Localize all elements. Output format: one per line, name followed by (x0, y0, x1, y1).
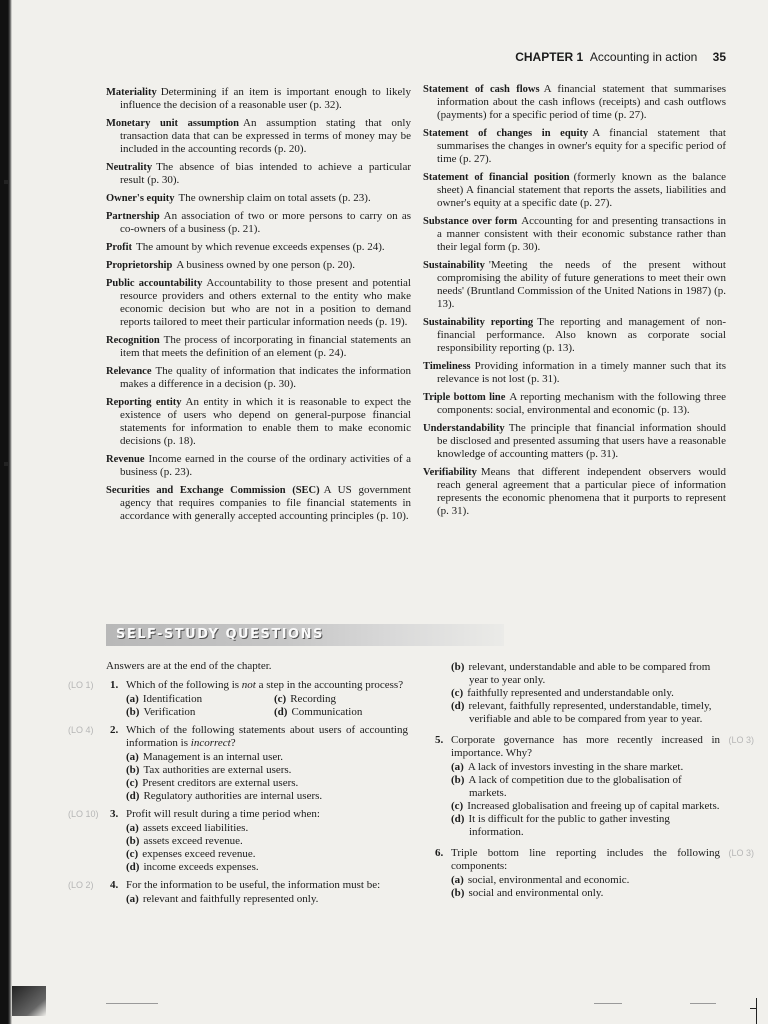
answer-options (451, 761, 720, 839)
questions-intro: Answers are at the end of the chapter. (106, 660, 272, 672)
question-number: 1. (110, 679, 119, 691)
glossary-entry (423, 422, 726, 461)
glossary-definition: An assumption stating that only transaction data that can be expressed in terms of money may be included in the accounting records (p. 20). (120, 117, 411, 155)
question-text-part: Which of the following is (126, 679, 242, 691)
option-label: (c) (451, 687, 464, 699)
glossary-entry (423, 171, 726, 210)
glossary-term: Owner's equity (106, 193, 175, 204)
question-emphasis: not (241, 679, 256, 691)
glossary-definition: A financial statement that summarises information about the cash inflows (receipts) and cash outflows (payments) for a specific period of time (p. 27). (437, 83, 726, 121)
chapter-title: Accounting in action (589, 50, 698, 64)
option-label: (b) (126, 764, 140, 776)
option-text: Tax authorities are external users. (143, 764, 292, 776)
option-text: social, environmental and economic. (467, 874, 630, 886)
glossary-definition: The reporting and management of non-financial performance. Also known as corporate social responsibility reporting (p. 13). (437, 316, 726, 354)
page-number: 35 (712, 50, 726, 64)
glossary-term: Sustainability (423, 260, 485, 271)
learning-objective: (LO 1) (68, 680, 94, 690)
spine-mark (4, 180, 8, 184)
option-label: (c) (451, 800, 464, 812)
glossary-definition: A business owned by one person (p. 20). (176, 259, 356, 271)
glossary-entry (106, 161, 411, 187)
option-text: income exceeds expenses. (143, 861, 259, 873)
glossary-definition: The absence of bias intended to achieve a particular result (p. 30). (120, 161, 411, 186)
glossary-term: Public accountability (106, 278, 203, 289)
option-label: (d) (126, 861, 140, 873)
answer-option (126, 790, 408, 803)
glossary-definition: A financial statement that summarises the changes in owner's equity for a specific period of time (p. 27). (437, 127, 726, 165)
question-continued (431, 661, 728, 726)
glossary-definition: The ownership claim on total assets (p. 23). (178, 192, 371, 204)
book-spine-shadow (0, 0, 12, 1024)
glossary-term: Revenue (106, 454, 145, 465)
answer-option (126, 861, 408, 874)
answer-option (126, 835, 408, 848)
glossary-definition: The quality of information that indicates the information makes a difference in a decision (p. 30). (120, 365, 411, 390)
option-label: (c) (126, 777, 139, 789)
questions-left-column (68, 660, 408, 911)
glossary-term: Securities and Exchange Commission (SEC) (106, 485, 320, 496)
option-text: relevant, faithfully represented, understandable, timely, verifiable and able to be compared from year to year. (468, 700, 712, 725)
glossary-definition: Providing information in a timely manner such that its relevance is not lost (p. 31). (437, 360, 726, 385)
question-text (126, 724, 408, 750)
option-text: Recording (290, 693, 337, 705)
answer-option (126, 693, 274, 706)
running-head (504, 50, 726, 64)
question-text-part: Which of the following statements about users of accounting information is (126, 724, 408, 749)
question (68, 808, 408, 874)
answer-option (451, 761, 720, 774)
glossary-term: Sustainability reporting (423, 317, 534, 328)
option-text: Present creditors are external users. (142, 777, 299, 789)
crop-mark (750, 1008, 756, 1009)
answer-option (451, 800, 720, 813)
question-text (126, 679, 408, 692)
option-label: (a) (126, 751, 139, 763)
glossary-term: Substance over form (423, 216, 518, 227)
option-label: (a) (126, 822, 139, 834)
glossary-term: Triple bottom line (423, 392, 506, 403)
glossary-entry (106, 117, 411, 156)
glossary-definition: A US government agency that requires companies to file financial statements in accordance with generally accepted accounting principles (p. 10). (120, 484, 411, 522)
glossary-entry (106, 192, 411, 205)
question (431, 734, 754, 839)
option-label: (b) (126, 835, 140, 847)
glossary-term: Statement of cash flows (423, 84, 540, 95)
glossary-term: Materiality (106, 87, 157, 98)
option-text: A lack of investors investing in the share market. (467, 761, 684, 773)
glossary-entry (106, 277, 411, 329)
footer-rule (594, 1003, 622, 1004)
glossary-entry (106, 396, 411, 448)
question-number: 2. (110, 724, 119, 736)
option-text: expenses exceed revenue. (142, 848, 256, 860)
chapter-label: CHAPTER 1 (515, 50, 584, 64)
answer-option (126, 764, 408, 777)
question-number: 6. (435, 847, 444, 859)
glossary-entry (106, 334, 411, 360)
glossary-term: Reporting entity (106, 397, 182, 408)
glossary-entry (106, 365, 411, 391)
question-text: Corporate governance has more recently increased in importance. Why? (451, 734, 720, 759)
glossary-definition: (formerly known as the balance sheet) A financial statement that reports the assets, liabilities and owner's equity at a specific date (p. 27). (437, 171, 727, 209)
glossary-term: Timeliness (423, 361, 471, 372)
question (431, 847, 754, 900)
option-label: (a) (126, 893, 139, 905)
question (68, 724, 408, 803)
question-text-part: a step in the accounting process? (255, 679, 404, 691)
glossary-term: Partnership (106, 211, 160, 222)
glossary-definition: A reporting mechanism with the following three components: social, environmental and economic (p. 13). (437, 391, 726, 416)
answer-option (126, 822, 408, 835)
glossary-definition: An association of two or more persons to carry on as co-owners of a business (p. 21). (120, 210, 411, 235)
glossary-term: Relevance (106, 366, 152, 377)
answer-options (126, 822, 408, 874)
glossary-entry (106, 453, 411, 479)
scan-shadow (12, 986, 46, 1016)
option-text: Increased globalisation and freeing up of capital markets. (467, 800, 720, 812)
answer-option (126, 777, 408, 790)
question-number: 4. (110, 879, 119, 891)
glossary-definition: 'Meeting the needs of the present without compromising the ability of future generations to meet their own needs' (Bruntland Commission of the United Nations in 1987) (p. 13). (437, 259, 726, 310)
glossary-term: Proprietorship (106, 260, 173, 271)
option-text: Identification (142, 693, 203, 705)
glossary-term: Recognition (106, 335, 160, 346)
option-label: (a) (451, 761, 464, 773)
glossary-definition: Income earned in the course of the ordinary activities of a business (p. 23). (120, 453, 411, 478)
option-label: (c) (274, 693, 287, 705)
answer-option (451, 687, 720, 700)
footer-rule (106, 1003, 158, 1004)
answer-option (451, 774, 720, 800)
question-number: 5. (435, 734, 444, 746)
glossary-entry (423, 83, 726, 122)
answer-option (451, 874, 720, 887)
glossary-term: Verifiability (423, 467, 477, 478)
question-text: For the information to be useful, the information must be: (126, 879, 381, 891)
answer-option (126, 893, 408, 906)
glossary-definition: Accounting for and presenting transactions in a manner consistent with their economic substance rather than their legal form (p. 30). (437, 215, 727, 253)
learning-objective: (LO 10) (68, 809, 99, 819)
option-text: assets exceed liabilities. (142, 822, 249, 834)
glossary-term: Profit (106, 242, 133, 253)
glossary-entry (423, 466, 726, 518)
answer-option (451, 661, 720, 687)
answer-options (451, 661, 720, 726)
option-label: (b) (451, 774, 465, 786)
glossary-definition: Accountability to those present and potential resource providers and others external to the entity who make economic decision but who are not in a position to demand reports tailored to meet their particular information needs (p. 19). (120, 277, 411, 328)
glossary-term: Understandability (423, 423, 505, 434)
glossary-entry (423, 391, 726, 417)
answer-option (451, 887, 720, 900)
question-text: Profit will result during a time period when: (126, 808, 320, 820)
option-label: (d) (451, 813, 465, 825)
glossary-entry (423, 360, 726, 386)
answer-option (126, 848, 408, 861)
glossary-entry (423, 259, 726, 311)
question-number: 3. (110, 808, 119, 820)
option-text: A lack of competition due to the globalisation of markets. (468, 774, 682, 799)
option-label: (d) (451, 700, 465, 712)
questions-right-column (431, 660, 754, 905)
glossary-term: Statement of changes in equity (423, 128, 589, 139)
glossary-definition: The amount by which revenue exceeds expenses (p. 24). (136, 241, 385, 253)
learning-objective: (LO 3) (728, 735, 754, 745)
answer-option (274, 693, 414, 706)
option-text: Regulatory authorities are internal users. (143, 790, 323, 802)
option-text: Management is an internal user. (142, 751, 284, 763)
option-text: social and environmental only. (468, 887, 604, 899)
glossary-definition: Determining if an item is important enough to likely influence the decision of a reasonable user (p. 32). (120, 86, 411, 111)
glossary-entry (423, 127, 726, 166)
option-label: (c) (126, 848, 139, 860)
option-label: (d) (274, 706, 288, 718)
spine-mark (4, 462, 8, 466)
question (68, 879, 408, 906)
answer-option (126, 706, 274, 719)
glossary-entry (423, 215, 726, 254)
option-label: (d) (126, 790, 140, 802)
glossary-definition: The process of incorporating in financial statements an item that meets the definition of an element (p. 24). (120, 334, 411, 359)
answer-options (126, 893, 408, 906)
learning-objective: (LO 4) (68, 725, 94, 735)
glossary-definition: The principle that financial information should be disclosed and presented assuming that users have a reasonable knowledge of accounting matters (p. 31). (437, 422, 726, 460)
option-label: (b) (451, 887, 465, 899)
learning-objective: (LO 2) (68, 880, 94, 890)
glossary-entry (106, 259, 411, 272)
footer-rule (690, 1003, 716, 1004)
answer-options (126, 751, 408, 803)
answer-options (451, 874, 720, 900)
glossary-entry (106, 86, 411, 112)
glossary-entry (106, 484, 411, 523)
option-label: (a) (451, 874, 464, 886)
question-emphasis: incorrect (190, 737, 231, 749)
glossary-entry (106, 210, 411, 236)
section-banner (106, 624, 504, 646)
answer-option (451, 700, 720, 726)
glossary-term: Monetary unit assumption (106, 118, 240, 129)
glossary-left-column (106, 86, 411, 528)
answer-option (274, 706, 414, 719)
option-text: assets exceed revenue. (143, 835, 243, 847)
question-text: Triple bottom line reporting includes the following components: (451, 847, 720, 872)
option-text: Communication (291, 706, 363, 718)
question-text-part: ? (230, 737, 236, 749)
glossary-term: Neutrality (106, 162, 153, 173)
option-label: (b) (126, 706, 140, 718)
option-text: relevant and faithfully represented only. (142, 893, 319, 905)
option-text: It is difficult for the public to gather investing information. (468, 813, 670, 838)
glossary-entry (106, 241, 411, 254)
glossary-entry (423, 316, 726, 355)
option-text: Verification (143, 706, 196, 718)
answer-options (126, 693, 408, 719)
glossary-right-column (423, 83, 726, 523)
option-label: (b) (451, 661, 465, 673)
crop-mark (756, 998, 757, 1024)
glossary-term: Statement of financial position (423, 172, 570, 183)
option-text: relevant, understandable and able to be compared from year to year only. (468, 661, 711, 686)
option-text: faithfully represented and understandable only. (467, 687, 674, 699)
answer-option (451, 813, 720, 839)
question (68, 679, 408, 719)
answer-option (126, 751, 408, 764)
glossary-definition: Means that different independent observers would reach general agreement that a particular piece of information represents the economic phenomena that it purports to represent (p. 31). (437, 466, 726, 517)
learning-objective: (LO 3) (728, 848, 754, 858)
option-label: (a) (126, 693, 139, 705)
section-title: SELF-STUDY QUESTIONS (116, 627, 324, 642)
glossary-definition: An entity in which it is reasonable to expect the existence of users who depend on general-purpose financial statements for information to enable them to make economic decisions (p. 18). (120, 396, 411, 447)
